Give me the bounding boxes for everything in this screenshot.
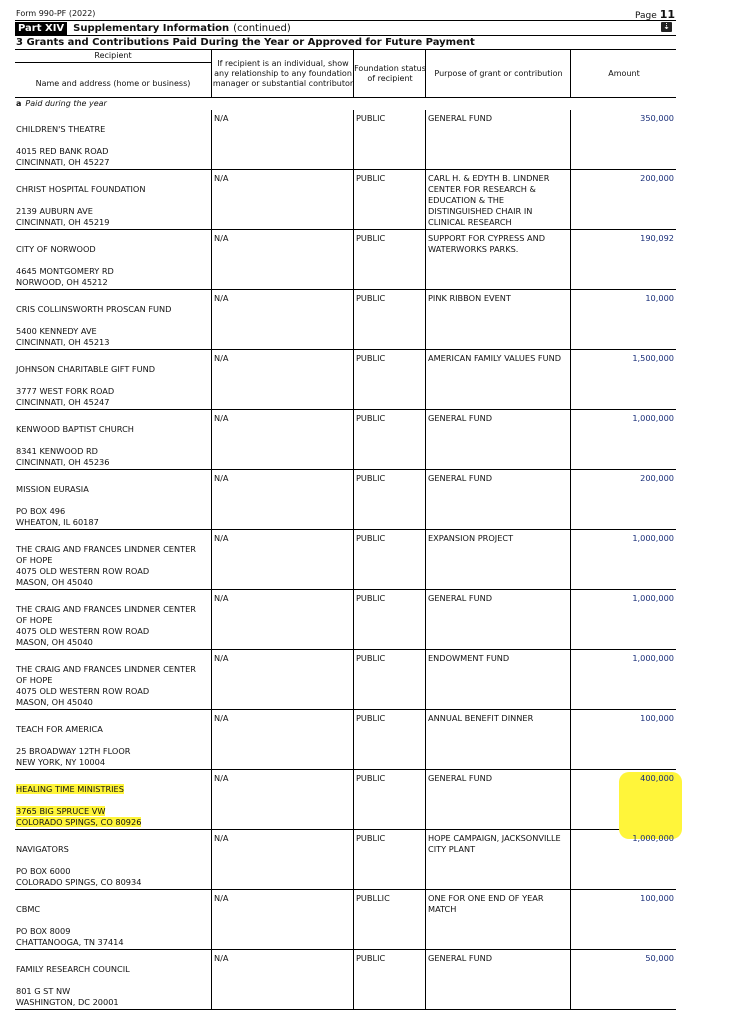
status-cell: PUBLIC: [353, 110, 425, 169]
table-header: [15, 49, 676, 98]
purpose-cell: CARL H. & EDYTH B. LINDNER CENTER FOR RESEARCH & EDUCATION & THE DISTINGUISHED CHAIR IN CLINICAL RESEARCH: [425, 170, 570, 229]
status-cell: PUBLIC: [353, 950, 425, 1009]
status-cell: PUBLIC: [353, 350, 425, 409]
relationship-cell: N/A: [211, 170, 353, 229]
recipient-name: CRIS COLLINSWORTH PROSCAN FUND: [16, 304, 172, 314]
recipient-cell: [15, 770, 211, 829]
table-row: [15, 530, 676, 590]
recipient-address-line2: MASON, OH 45040: [16, 637, 93, 647]
paid-letter: a: [16, 99, 22, 108]
recipient-address-line1: 3765 BIG SPRUCE VW: [16, 806, 106, 816]
recipient-address-line1: 4015 RED BANK ROAD: [16, 146, 109, 156]
part-badge: Part XIV: [15, 22, 67, 35]
table-row: [15, 350, 676, 410]
status-cell: PUBLIC: [353, 710, 425, 769]
recipient-address-line2: CHATTANOOGA, TN 37414: [16, 937, 124, 947]
table-row: [15, 230, 676, 290]
recipient-name: CHILDREN'S THEATRE: [16, 124, 106, 134]
amount-cell: [570, 650, 676, 709]
recipient-name: CBMC: [16, 904, 41, 914]
section-title: 3 Grants and Contributions Paid During the Year or Approved for Future Payment: [16, 37, 475, 48]
recipient-name: NAVIGATORS: [16, 844, 69, 854]
recipient-address-line1: 8341 KENWOOD RD: [16, 446, 98, 456]
recipient-address-line2: CINCINNATI, OH 45236: [16, 457, 110, 467]
header-status: Foundation status of recipient: [353, 50, 426, 97]
purpose-cell: ENDOWMENT FUND: [425, 650, 570, 709]
relationship-cell: N/A: [211, 350, 353, 409]
recipient-name: THE CRAIG AND FRANCES LINDNER CENTER OF HOPE: [16, 604, 196, 625]
amount-value: 200,000: [640, 473, 674, 483]
amount-cell: [570, 230, 676, 289]
amount-value: 1,000,000: [632, 833, 674, 843]
recipient-address-line1: PO BOX 496: [16, 506, 66, 516]
purpose-cell: GENERAL FUND: [425, 770, 570, 829]
recipient-address-line2: NEW YORK, NY 10004: [16, 757, 106, 767]
recipient-name: JOHNSON CHARITABLE GIFT FUND: [16, 364, 156, 374]
recipient-address-line1: 4075 OLD WESTERN ROW ROAD: [16, 566, 150, 576]
recipient-address-line1: 5400 KENNEDY AVE: [16, 326, 97, 336]
purpose-cell: ONE FOR ONE END OF YEAR MATCH: [425, 890, 570, 949]
recipient-address-line1: 4645 MONTGOMERY RD: [16, 266, 114, 276]
table-row: [15, 590, 676, 650]
page-label: Page: [635, 11, 657, 21]
purpose-cell: HOPE CAMPAIGN, JACKSONVILLE CITY PLANT: [425, 830, 570, 889]
recipient-name: CITY OF NORWOOD: [16, 244, 96, 254]
recipient-address-line1: 4075 OLD WESTERN ROW ROAD: [16, 686, 150, 696]
table-row: [15, 470, 676, 530]
recipient-name: THE CRAIG AND FRANCES LINDNER CENTER OF HOPE: [16, 664, 196, 685]
part-subtitle: (continued): [233, 22, 291, 34]
part-title: Supplementary Information: [73, 22, 230, 34]
amount-cell: [570, 950, 676, 1009]
amount-value: 1,000,000: [632, 653, 674, 663]
recipient-address-line2: CINCINNATI, OH 45213: [16, 337, 110, 347]
recipient-address-line2: CINCINNATI, OH 45247: [16, 397, 110, 407]
status-cell: PUBLIC: [353, 170, 425, 229]
recipient-cell: [15, 530, 211, 589]
recipient-address-line1: 2139 AUBURN AVE: [16, 206, 93, 216]
amount-cell: [570, 470, 676, 529]
table-row: [15, 650, 676, 710]
recipient-cell: [15, 830, 211, 889]
relationship-cell: N/A: [211, 710, 353, 769]
table-row: [15, 110, 676, 170]
recipient-cell: [15, 590, 211, 649]
purpose-cell: GENERAL FUND: [425, 410, 570, 469]
amount-cell: [570, 410, 676, 469]
purpose-cell: GENERAL FUND: [425, 470, 570, 529]
recipient-cell: [15, 110, 211, 169]
amount-cell: [570, 890, 676, 949]
table-row: [15, 770, 676, 830]
amount-value: 400,000: [640, 773, 674, 783]
amount-value: 50,000: [645, 953, 674, 963]
recipient-address-line2: MASON, OH 45040: [16, 577, 93, 587]
amount-value: 190,092: [640, 233, 674, 243]
recipient-address-line2: CINCINNATI, OH 45219: [16, 217, 110, 227]
purpose-cell: GENERAL FUND: [425, 590, 570, 649]
recipient-address-line1: 801 G ST NW: [16, 986, 71, 996]
recipient-cell: [15, 470, 211, 529]
status-cell: PUBLIC: [353, 470, 425, 529]
header-recipient: [15, 50, 211, 97]
amount-value: 1,000,000: [632, 593, 674, 603]
relationship-cell: N/A: [211, 290, 353, 349]
recipient-cell: [15, 350, 211, 409]
status-cell: PUBLIC: [353, 830, 425, 889]
purpose-cell: SUPPORT FOR CYPRESS AND WATERWORKS PARKS.: [425, 230, 570, 289]
form-topline: [15, 0, 676, 20]
relationship-cell: N/A: [211, 530, 353, 589]
amount-value: 200,000: [640, 173, 674, 183]
amount-cell: [570, 590, 676, 649]
purpose-cell: GENERAL FUND: [425, 110, 570, 169]
recipient-cell: [15, 710, 211, 769]
recipient-name: CHRIST HOSPITAL FOUNDATION: [16, 184, 146, 194]
relationship-cell: N/A: [211, 410, 353, 469]
status-cell: PUBLIC: [353, 230, 425, 289]
recipient-address-line1: 25 BROADWAY 12TH FLOOR: [16, 746, 131, 756]
header-recipient-label: Recipient: [15, 50, 211, 63]
recipient-name: TEACH FOR AMERICA: [16, 724, 103, 734]
recipient-name: HEALING TIME MINISTRIES: [16, 784, 124, 794]
amount-value: 1,000,000: [632, 413, 674, 423]
relationship-cell: N/A: [211, 470, 353, 529]
header-relationship: If recipient is an individual, show any relationship to any foundation manager or substantial contributor: [211, 50, 354, 97]
part-header: [15, 20, 676, 36]
amount-value: 100,000: [640, 713, 674, 723]
relationship-cell: N/A: [211, 590, 353, 649]
recipient-cell: [15, 650, 211, 709]
amount-cell: [570, 350, 676, 409]
recipient-address-line2: COLORADO SPINGS, CO 80926: [16, 817, 142, 827]
form-page: [15, 0, 676, 1010]
purpose-cell: ANNUAL BENEFIT DINNER: [425, 710, 570, 769]
recipient-address-line1: PO BOX 8009: [16, 926, 71, 936]
status-cell: PUBLIC: [353, 290, 425, 349]
status-cell: PUBLIC: [353, 410, 425, 469]
recipient-address-line1: 4075 OLD WESTERN ROW ROAD: [16, 626, 150, 636]
purpose-cell: PINK RIBBON EVENT: [425, 290, 570, 349]
table-row: [15, 290, 676, 350]
relationship-cell: N/A: [211, 770, 353, 829]
relationship-cell: N/A: [211, 650, 353, 709]
amount-value: 100,000: [640, 893, 674, 903]
relationship-cell: N/A: [211, 950, 353, 1009]
relationship-cell: N/A: [211, 230, 353, 289]
amount-cell: [570, 710, 676, 769]
recipient-cell: [15, 890, 211, 949]
header-name-address: Name and address (home or business): [35, 79, 191, 88]
relationship-cell: N/A: [211, 830, 353, 889]
table-row: [15, 170, 676, 230]
amount-value: 10,000: [645, 293, 674, 303]
paid-text: Paid during the year: [25, 99, 107, 108]
table-row: [15, 950, 676, 1010]
recipient-address-line2: COLORADO SPINGS, CO 80934: [16, 877, 142, 887]
recipient-address-line2: MASON, OH 45040: [16, 697, 93, 707]
recipient-name: THE CRAIG AND FRANCES LINDNER CENTER OF HOPE: [16, 544, 196, 565]
relationship-cell: N/A: [211, 890, 353, 949]
scroll-down-arrow-icon[interactable]: ⇣: [661, 22, 672, 32]
amount-value: 350,000: [640, 113, 674, 123]
purpose-cell: GENERAL FUND: [425, 950, 570, 1009]
status-cell: PUBLLIC: [353, 890, 425, 949]
amount-value: 1,000,000: [632, 533, 674, 543]
recipient-address-line2: WHEATON, IL 60187: [16, 517, 99, 527]
recipient-address-line2: NORWOOD, OH 45212: [16, 277, 108, 287]
amount-value: 1,500,000: [632, 353, 674, 363]
recipient-address-line1: 3777 WEST FORK ROAD: [16, 386, 115, 396]
paid-during-year-label: [15, 98, 676, 110]
amount-cell: [570, 530, 676, 589]
header-amount: Amount: [570, 50, 677, 97]
relationship-cell: N/A: [211, 110, 353, 169]
status-cell: PUBLIC: [353, 650, 425, 709]
amount-cell: [570, 290, 676, 349]
recipient-cell: [15, 170, 211, 229]
status-cell: PUBLIC: [353, 590, 425, 649]
form-id: Form 990-PF (2022): [16, 9, 96, 18]
table-row: [15, 890, 676, 950]
recipient-address-line1: PO BOX 6000: [16, 866, 71, 876]
recipient-cell: [15, 410, 211, 469]
purpose-cell: EXPANSION PROJECT: [425, 530, 570, 589]
table-row: [15, 410, 676, 470]
recipient-cell: [15, 230, 211, 289]
header-purpose: Purpose of grant or contribution: [425, 50, 571, 97]
recipient-name: KENWOOD BAPTIST CHURCH: [16, 424, 134, 434]
page-number-value: 11: [659, 8, 675, 21]
recipient-address-line2: CINCINNATI, OH 45227: [16, 157, 110, 167]
status-cell: PUBLIC: [353, 770, 425, 829]
purpose-cell: AMERICAN FAMILY VALUES FUND: [425, 350, 570, 409]
amount-cell: [570, 830, 676, 889]
amount-cell: [570, 110, 676, 169]
recipient-cell: [15, 290, 211, 349]
amount-cell: [570, 770, 676, 829]
table-row: [15, 710, 676, 770]
recipient-address-line2: WASHINGTON, DC 20001: [16, 997, 119, 1007]
amount-cell: [570, 170, 676, 229]
status-cell: PUBLIC: [353, 530, 425, 589]
recipient-name: MISSION EURASIA: [16, 484, 89, 494]
recipient-name: FAMILY RESEARCH COUNCIL: [16, 964, 130, 974]
grants-table-body: [15, 110, 676, 1010]
recipient-cell: [15, 950, 211, 1009]
table-row: [15, 830, 676, 890]
